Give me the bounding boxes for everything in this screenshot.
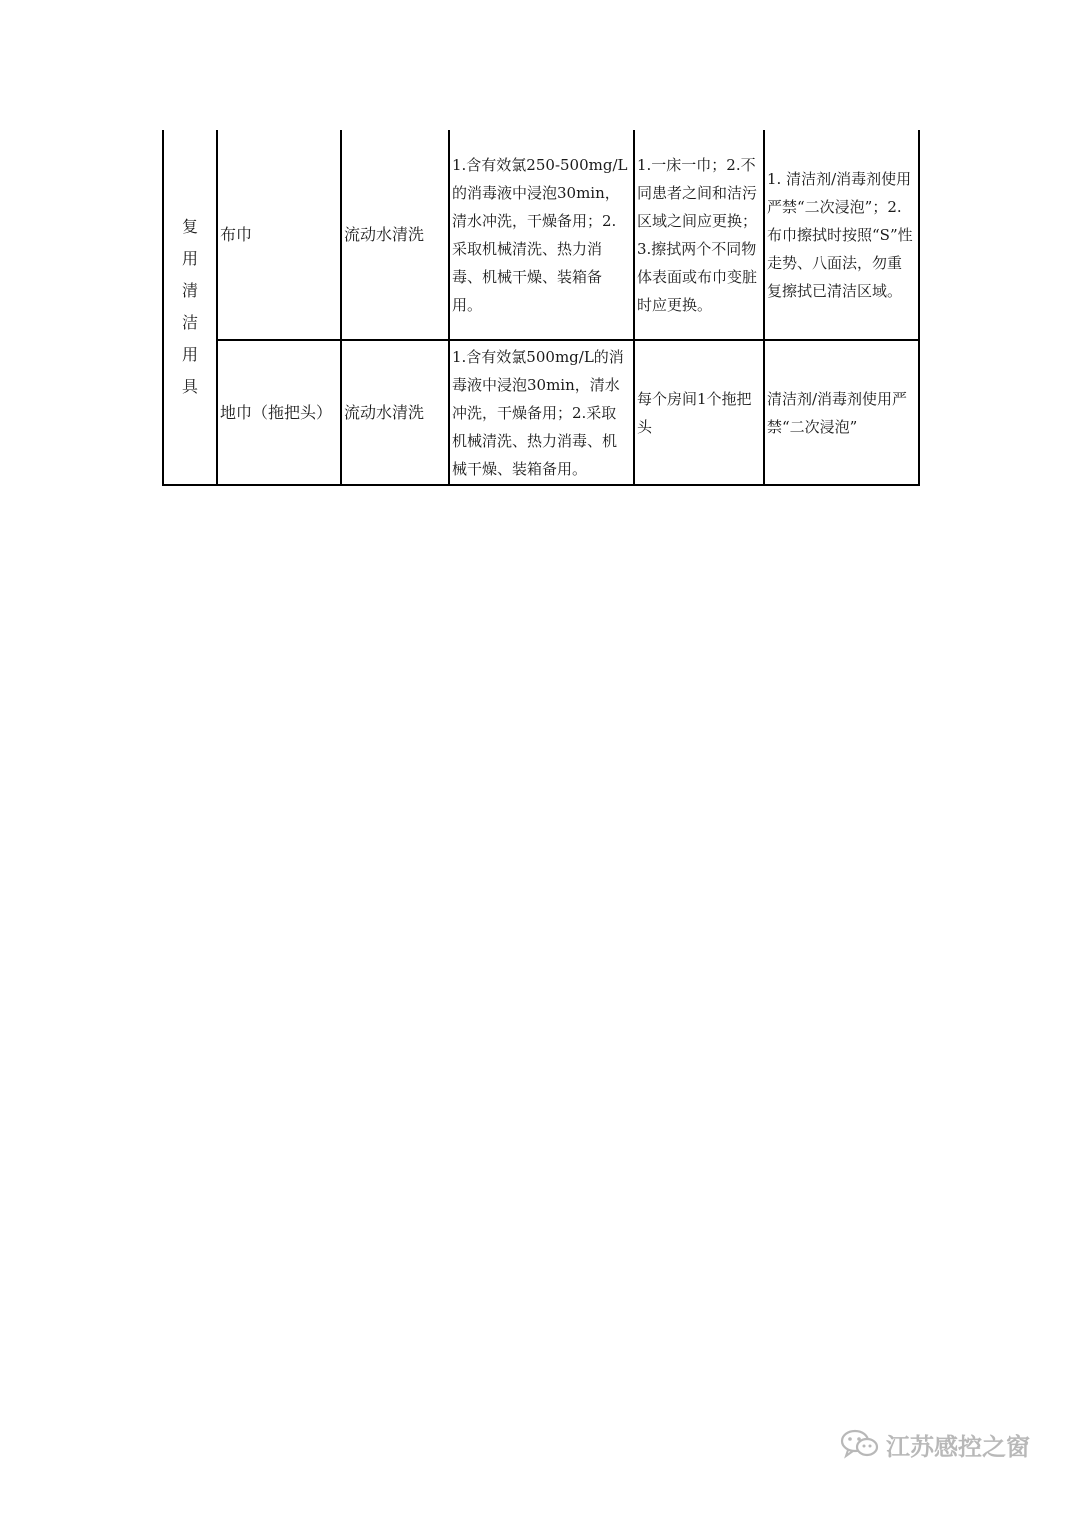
cleaning-method-cell: 流动水清洗 xyxy=(341,340,449,485)
item-name-cell: 布巾 xyxy=(217,130,341,340)
cleaning-method-cell: 流动水清洗 xyxy=(341,130,449,340)
usage-requirement-cell: 1.一床一巾；2.不同患者之间和洁污区域之间应更换；3.擦拭两个不同物体表面或布巾变脏时应更换。 xyxy=(634,130,764,340)
category-cell xyxy=(163,130,217,485)
usage-requirement-cell: 每个房间1个拖把头 xyxy=(634,340,764,485)
wechat-icon xyxy=(840,1429,880,1459)
watermark-text: 江苏感控之窗 xyxy=(886,1432,1030,1461)
table-row xyxy=(163,130,919,340)
disinfection-method-cell: 1.含有效氯250-500mg/L的消毒液中浸泡30min，清水冲洗，干燥备用；2.采取机械清洗、热力消毒、机械干燥、装箱备用。 xyxy=(449,130,634,340)
notes-cell: 1. 清洁剂/消毒剂使用严禁“二次浸泡”；2.布巾擦拭时按照“S”性走势、八面法，勿重复擦拭已清洁区域。 xyxy=(764,130,919,340)
table-row xyxy=(163,340,919,485)
notes-cell: 清洁剂/消毒剂使用严禁“二次浸泡” xyxy=(764,340,919,485)
disinfection-method-cell: 1.含有效氯500mg/L的消毒液中浸泡30min，清水冲洗，干燥备用；2.采取机械清洗、热力消毒、机械干燥、装箱备用。 xyxy=(449,340,634,485)
watermark xyxy=(840,1428,1030,1460)
item-name-cell: 地巾（拖把头） xyxy=(217,340,341,485)
category-label: 复用清洁用具 xyxy=(181,217,198,396)
cleaning-tools-table xyxy=(162,130,920,486)
